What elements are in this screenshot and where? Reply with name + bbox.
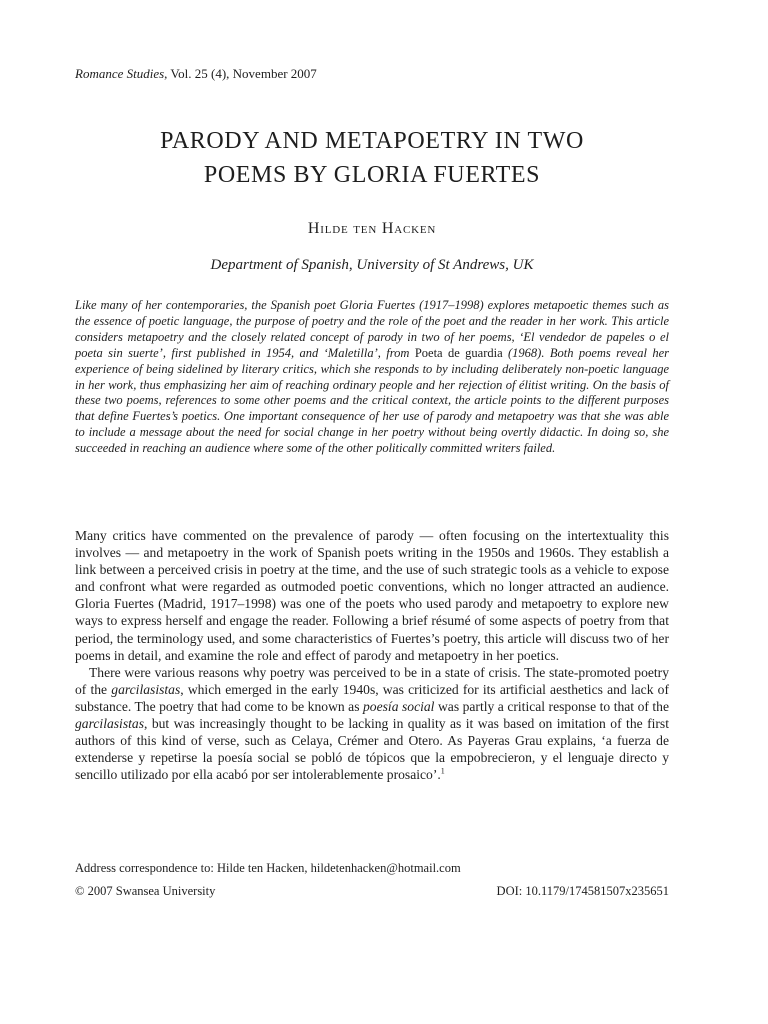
abstract bbox=[75, 298, 669, 457]
article-body bbox=[75, 527, 669, 783]
correspondence-address: Address correspondence to: Hilde ten Hacken, hildetenhacken@hotmail.com bbox=[75, 861, 461, 875]
body-paragraph-2-seg-2: , which emerged in the early 1940s, was criticized for its artificial aesthetics and lack of substance. The poetry that had come to be known as bbox=[75, 681, 669, 714]
author-name: Hilde ten Hacken bbox=[307, 220, 437, 237]
journal-issue: , Vol. 25 (4), November 2007 bbox=[164, 66, 317, 81]
body-paragraph-2-seg-3: was partly a critical response to that of the bbox=[434, 698, 669, 714]
article-title bbox=[75, 124, 669, 192]
abstract-book-title: Poeta de guardia bbox=[414, 345, 503, 360]
term-poesia-social: poesía social bbox=[363, 698, 435, 714]
body-paragraph-2-seg-4: , but was increasingly thought to be lacking in quality as it was based on imitation of the first authors of this kind of verse, such as Celaya, Crémer and Otero. As Payeras Grau explains, ‘a fuerza de extenderse y repetirse la poesía social se pobló de tópicos que la empobrecieron, y el lenguaje directo y sencillo utilizado por ella acabó por ser intolerablemente prosaico’. bbox=[75, 716, 669, 783]
term-garcilasistas-2: garcilasistas bbox=[75, 716, 144, 732]
article-title-line-2: POEMS BY GLORIA FUERTES bbox=[203, 162, 541, 188]
term-garcilasistas: garcilasistas bbox=[111, 681, 181, 697]
doi-identifier[interactable]: DOI: 10.1179/174581507x235651 bbox=[496, 884, 669, 898]
journal-citation bbox=[75, 66, 317, 82]
article-title-line-1: PARODY AND METAPOETRY IN TWO bbox=[160, 128, 584, 154]
footnote-ref-1[interactable]: 1 bbox=[440, 766, 445, 776]
journal-name: Romance Studies bbox=[75, 66, 165, 81]
copyright-notice: © 2007 Swansea University bbox=[75, 884, 216, 898]
body-paragraph-1: Many critics have commented on the prevalence of parody — often focusing on the intertextuality this involves — and metapoetry in the work of Spanish poets writing in the 1950s and 1960s. They establish a link between a perceived crisis in poetry at the time, and the use of such strategic tools as a vehicle to expose and confront what were regarded as outmoded poetic conventions, which no longer attracted an audience. Gloria Fuertes (Madrid, 1917–1998) was one of the poets who used parody and metapoetry to explore new ways to express herself and engage the reader. Following a brief résumé of some aspects of poetry from that period, the terminology used, and some characteristics of Fuertes’s poetry, this article will discuss two of her poems in detail, and examine the role and effect of parody and metapoetry in her poetics. bbox=[75, 528, 669, 663]
body-paragraph-2-seg-1: There were various reasons why poetry was perceived to be in a state of crisis. The state-promoted poetry of the bbox=[75, 664, 669, 697]
article-page bbox=[75, 0, 669, 1024]
abstract-text-part-2: (1968). Both poems reveal her experience of being sidelined by literary critics, which she responds to by including deliberately non-poetic language in her work, thus emphasizing her aim of reaching ordinary people and her rejection of élitist writing. On the basis of these two poems, references to some other poems and the critical context, the article points to the different purposes that define Fuertes’s poetics. One important consequence of her use of parody and metapoetry was that she was able to include a message about the need for social change in her poetry without being overtly didactic. In doing so, she succeeded in reaching an audience where some of the other politically committed writers failed. bbox=[75, 345, 669, 456]
body-paragraph-2 bbox=[75, 664, 669, 784]
abstract-text-part-1: Like many of her contemporaries, the Spanish poet Gloria Fuertes (1917–1998) explores metapoetic themes such as the essence of poetic language, the purpose of poetry and the role of the poet and the reader in her work. This article considers metapoetry and the closely related concept of parody in two of her poems, ‘El vendedor de papeles o el poeta sin suerte’, first published in 1954, and ‘Maletilla’, from bbox=[75, 298, 669, 360]
author-affiliation: Department of Spanish, University of St Andrews, UK bbox=[210, 257, 534, 273]
